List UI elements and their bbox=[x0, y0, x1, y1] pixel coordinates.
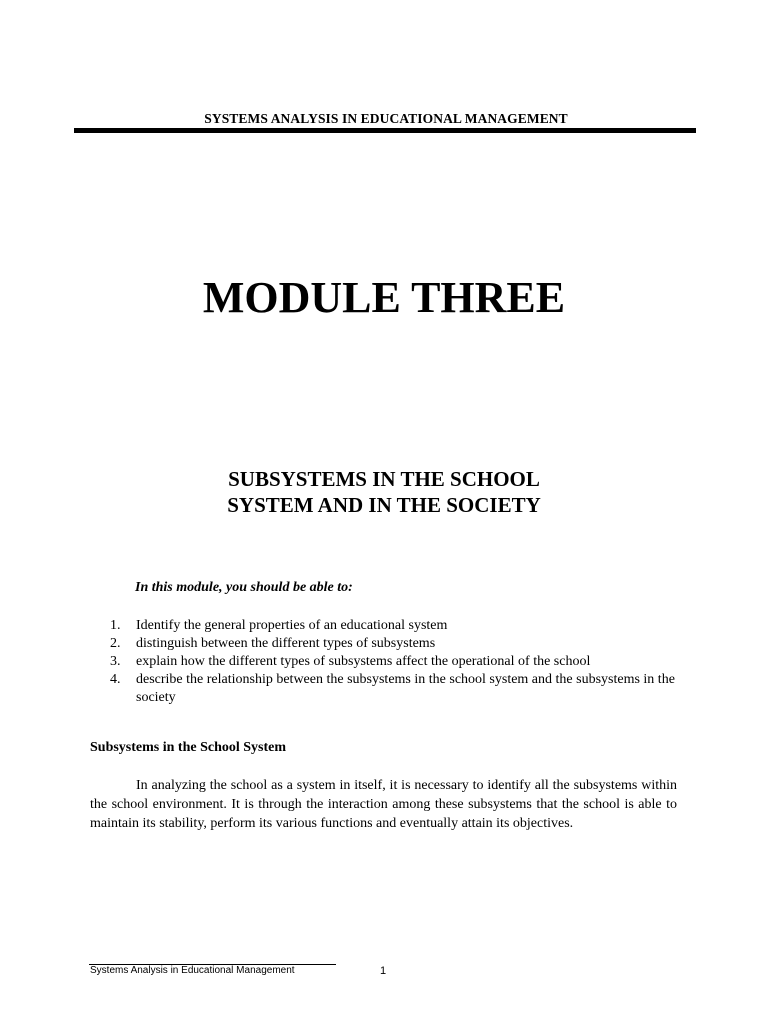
objective-item bbox=[110, 671, 685, 707]
objective-text: Identify the general properties of an educational system bbox=[136, 618, 448, 633]
module-title: MODULE THREE bbox=[202, 273, 566, 322]
objectives-list bbox=[110, 617, 685, 707]
objective-number: 4. bbox=[110, 672, 121, 687]
footer-text: Systems Analysis in Educational Management bbox=[90, 965, 295, 976]
objective-text: explain how the different types of subsystems affect the operational of the school bbox=[136, 654, 591, 669]
section-heading: Subsystems in the School System bbox=[90, 740, 287, 755]
running-header-title: SYSTEMS ANALYSIS IN EDUCATIONAL MANAGEMENT bbox=[204, 111, 568, 126]
module-subtitle-line-2: SYSTEM AND IN THE SOCIETY bbox=[227, 493, 541, 517]
page-number: 1 bbox=[380, 965, 387, 977]
objective-item bbox=[110, 653, 685, 671]
module-subtitle-line-1: SUBSYSTEMS IN THE SCHOOL bbox=[228, 467, 540, 491]
objective-item bbox=[110, 635, 685, 653]
module-subtitle bbox=[0, 466, 768, 518]
header-rule bbox=[74, 128, 696, 133]
objective-number: 1. bbox=[110, 618, 121, 633]
body-paragraph: In analyzing the school as a system in itself, it is necessary to identify all the subsystems within the school environment. It is through the interaction among these subsystems that the school is able to maintain its stability, perform its various functions and eventually attain its objectives. bbox=[90, 778, 677, 831]
objective-text: distinguish between the different types of subsystems bbox=[136, 636, 436, 651]
objectives-intro: In this module, you should be able to: bbox=[135, 580, 353, 595]
objective-item bbox=[110, 617, 685, 635]
objective-number: 3. bbox=[110, 654, 121, 669]
objective-text: describe the relationship between the subsystems in the school system and the subsystems in the society bbox=[136, 672, 675, 705]
objective-number: 2. bbox=[110, 636, 121, 651]
